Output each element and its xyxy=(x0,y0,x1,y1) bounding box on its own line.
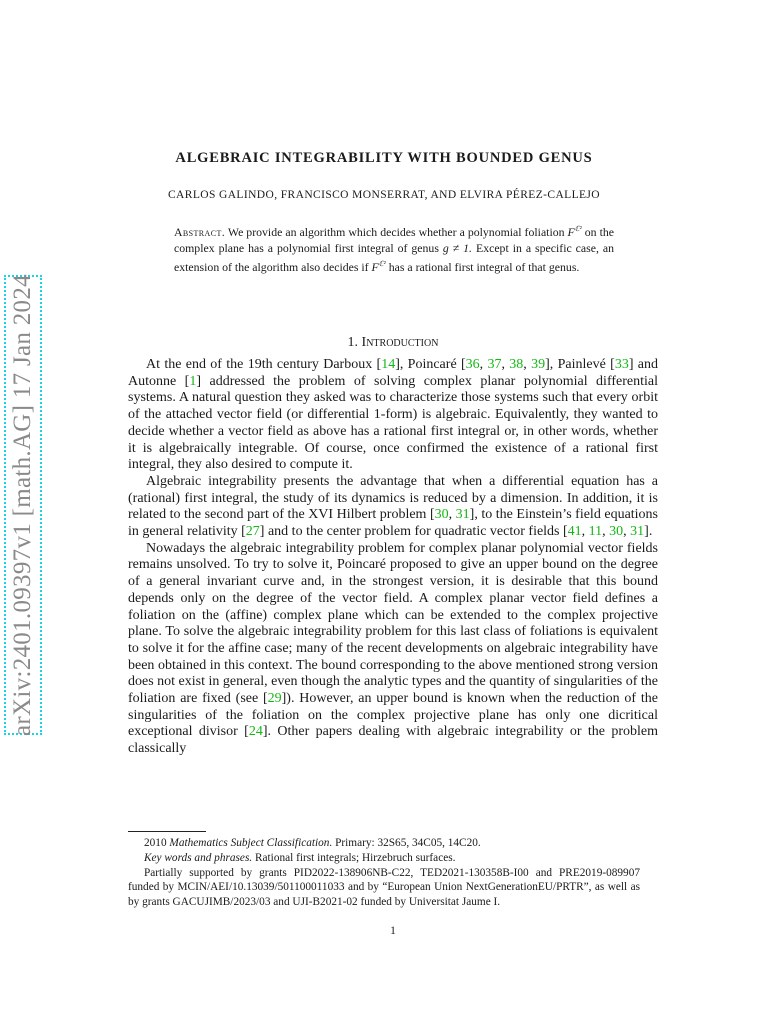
section-title: Introduction xyxy=(361,335,439,350)
paragraph-2: Algebraic integrability presents the advantage that when a differential equation has a (rational) first integral, the study of its dynamics is reduced by a dimension. In addition, it is related to the second part of the XVI Hilbert problem [30, 31], to the Einstein’s field equations in general relativity [27] and to the center problem for quadratic vector fields [41, 11, 30, 31]. xyxy=(128,473,659,540)
abstract-text-3: Except in a specific case, an extension of the algorithm also decides if xyxy=(174,240,614,274)
citation-link[interactable]: 38 xyxy=(509,357,524,372)
citation-link[interactable]: 11 xyxy=(588,524,603,540)
citation-link[interactable]: 39 xyxy=(531,357,546,372)
paragraph-1: At the end of the 19th century Darboux [14], Poincaré [36, 37, 38, 39], Painlevé [33] and Autonne [1] addressed the problem of solving complex planar polynomial differential systems. A natural question they asked was to characterize those systems such that every orbit of the attached vector field (or differential 1-form) is algebraic. Equivalently, they wanted to decide whether a vector field as above has a rational first integral or, in other words, whether it is algebraically integrable. Of course, once confirmed the existence of a rational first integral, they also desired to compute it. xyxy=(128,357,659,473)
abstract-text-2: on the complex plane has a polynomial first integral of genus xyxy=(174,224,614,255)
citation-link[interactable]: 41 xyxy=(567,524,582,540)
citation-link[interactable]: 29 xyxy=(267,691,282,707)
citation-link[interactable]: 31 xyxy=(455,507,470,523)
footnote-rule xyxy=(128,831,206,832)
page-number: 1 xyxy=(390,925,396,937)
abstract xyxy=(174,221,614,275)
citation-link[interactable]: 24 xyxy=(248,724,263,740)
paper-authors: CARLOS GALINDO, FRANCISCO MONSERRAT, AND ELVIRA PÉREZ-CALLEJO xyxy=(167,189,601,201)
section-heading xyxy=(0,335,768,351)
abstract-label: Abstract. xyxy=(174,224,226,239)
footnote-funding: Partially supported by grants PID2022-138906NB-C22, TED2021-130358B-I00 and PRE2019-089907 funded by MCIN/AEI/10.13039/501100011033 and by “European Union NextGenerationEU/PRTR”, as well as by grants GACUJIMB/2023/03 and UJI-B2021-02 funded by Universitat Jaume I. xyxy=(128,866,640,909)
citation-link[interactable]: 1 xyxy=(189,373,197,389)
math-foliation-2: $F^{ℂ^2}$ xyxy=(371,259,386,274)
body-text xyxy=(128,357,658,758)
citation-link[interactable]: 30 xyxy=(609,524,624,540)
citation-link[interactable]: 14 xyxy=(381,357,396,372)
abstract-text-1: We provide an algorithm which decides whether a polynomial foliation xyxy=(227,224,568,239)
citation-link[interactable]: 37 xyxy=(487,357,502,372)
footnote-msc: 2010 Mathematics Subject Classification. Primary: 32S65, 34C05, 14C20. xyxy=(144,837,481,849)
paper-title: ALGEBRAIC INTEGRABILITY WITH BOUNDED GENUS xyxy=(175,150,593,166)
citation-link[interactable]: 27 xyxy=(245,524,260,540)
abstract-text-4: has a rational first integral of that genus. xyxy=(385,259,580,274)
math-foliation: $F^{ℂ^2}$ xyxy=(567,224,582,239)
citation-link[interactable]: 31 xyxy=(630,524,645,540)
citation-link[interactable]: 33 xyxy=(614,357,629,372)
math-genus-condition: g ≠ 1. xyxy=(442,240,473,255)
citation-link[interactable]: 30 xyxy=(434,507,449,523)
arxiv-identifier-text[interactable]: arXiv:2401.09397v1 [math.AG] 17 Jan 2024 xyxy=(9,274,36,736)
paragraph-3: Nowadays the algebraic integrability problem for complex planar polynomial vector fields remains unsolved. To try to solve it, Poincaré proposed to give an upper bound on the degree of a general invariant curve and, in the strongest version, it is desirable that this bound depends only on the degree of the vector field. A complex planar vector field defines a foliation on the (affine) complex plane which can be extended to the complex projective plane. To solve the algebraic integrability problem for this last class of foliations is equivalent to solve it for the affine case; many of the recent developments on algebraic integrability have been obtained in this context. The bound corresponding to the above mentioned strong version does not exist in general, even though the analytic types and the quantity of singularities of the foliation are fixed (see [29]). However, an upper bound is known when the reduction of the singularities of the foliation on the complex projective plane has only one dicritical exceptional divisor [24]. Other papers dealing with algebraic integrability or the problem classically xyxy=(128,540,658,757)
footnote-keywords: Key words and phrases. Rational first integrals; Hirzebruch surfaces. xyxy=(144,851,456,864)
footnotes xyxy=(128,836,640,910)
section-number: 1. xyxy=(347,335,359,350)
citation-link[interactable]: 36 xyxy=(465,357,480,372)
